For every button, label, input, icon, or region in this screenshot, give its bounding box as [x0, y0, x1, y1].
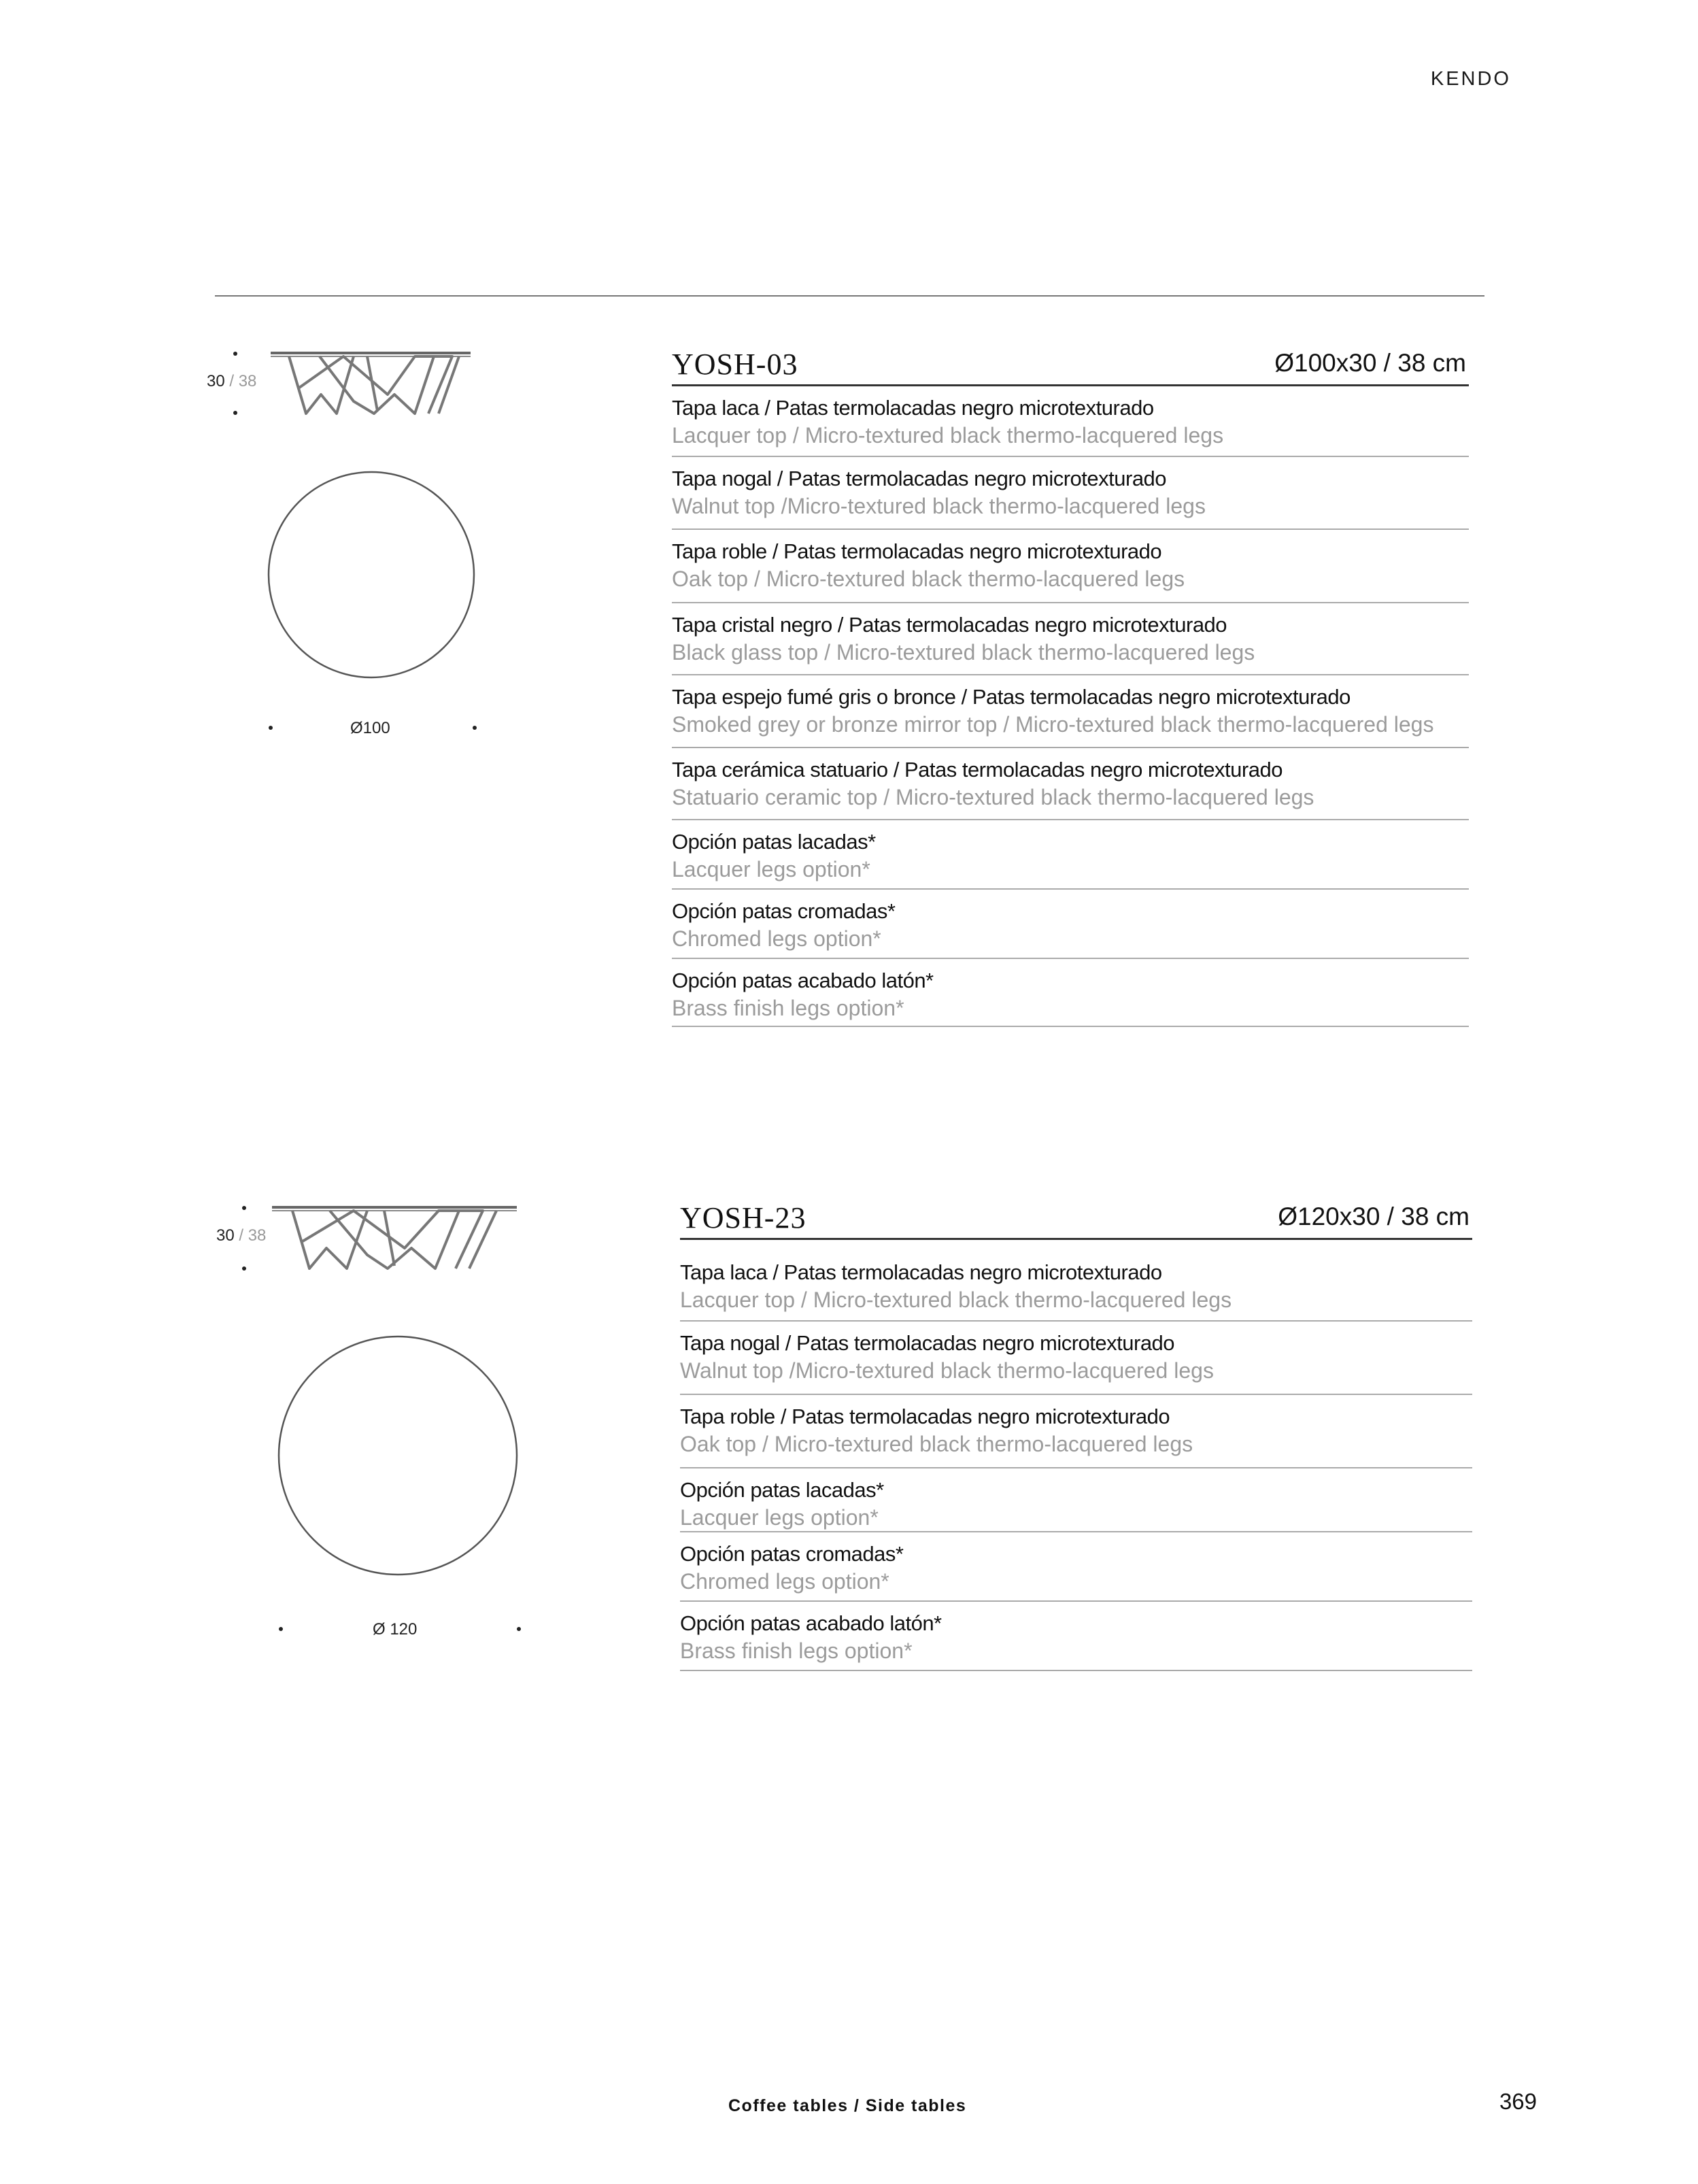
page-number: 369 — [1499, 2089, 1537, 2114]
option-row: Opción patas cromadas* Chromed legs option* — [680, 1532, 1472, 1602]
spec-header — [680, 1197, 1472, 1240]
top-view-drawing — [204, 1194, 530, 1656]
option-row: Opción patas acabado latón* Brass finish legs option* — [680, 1602, 1472, 1671]
top-view-drawing — [197, 340, 503, 748]
spec-header — [672, 343, 1469, 386]
footer-category: Coffee tables / Side tables — [728, 2096, 967, 2115]
dimension-marker — [473, 726, 477, 730]
dimensions: Ø120x30 / 38 cm — [1278, 1203, 1470, 1230]
dimensions: Ø100x30 / 38 cm — [1274, 349, 1466, 377]
height-label: 30 / 38 — [207, 372, 257, 390]
dimension-marker — [517, 1627, 521, 1631]
option-row: Opción patas cromadas* Chromed legs option* — [672, 890, 1469, 959]
model-name: YOSH-03 — [672, 348, 798, 381]
product-1-spec — [672, 343, 1469, 1027]
top-divider — [215, 295, 1484, 297]
diameter-label: Ø 120 — [373, 1620, 418, 1639]
option-row: Opción patas lacadas* Lacquer legs option* — [672, 820, 1469, 890]
diameter-label: Ø100 — [350, 719, 390, 737]
dimension-marker — [269, 726, 273, 730]
product-2-spec — [680, 1197, 1472, 1671]
product-1-drawing — [197, 340, 503, 748]
option-row: Tapa cristal negro / Patas termolacadas negro microtexturado Black glass top / Micro-textured black thermo-lacquered legs — [672, 603, 1469, 675]
option-row: Tapa roble / Patas termolacadas negro microtexturado Oak top / Micro-textured black thermo-lacquered legs — [680, 1395, 1472, 1468]
model-name: YOSH-23 — [680, 1201, 806, 1234]
option-row: Tapa nogal / Patas termolacadas negro microtexturado Walnut top /Micro-textured black thermo-lacquered legs — [680, 1322, 1472, 1395]
dimension-marker — [279, 1627, 283, 1631]
option-row: Tapa cerámica statuario / Patas termolacadas negro microtexturado Statuario ceramic top / Micro-textured black thermo-lacquered legs — [672, 748, 1469, 820]
option-row: Opción patas acabado latón* Brass finish legs option* — [672, 959, 1469, 1027]
brand-name: KENDO — [1430, 68, 1511, 90]
option-row: Tapa espejo fumé gris o bronce / Patas termolacadas negro microtexturado Smoked grey or bronze mirror top / Micro-textured black thermo-lacquered legs — [672, 675, 1469, 748]
product-2-drawing — [204, 1194, 530, 1656]
height-label: 30 / 38 — [216, 1226, 267, 1245]
option-row: Opción patas lacadas* Lacquer legs option* — [680, 1468, 1472, 1532]
option-row: Tapa laca / Patas termolacadas negro microtexturado Lacquer top / Micro-textured black thermo-lacquered legs — [672, 386, 1469, 457]
option-row: Tapa nogal / Patas termolacadas negro microtexturado Walnut top /Micro-textured black thermo-lacquered legs — [672, 457, 1469, 530]
option-row: Tapa laca / Patas termolacadas negro microtexturado Lacquer top / Micro-textured black thermo-lacquered legs — [680, 1240, 1472, 1322]
option-row: Tapa roble / Patas termolacadas negro microtexturado Oak top / Micro-textured black thermo-lacquered legs — [672, 530, 1469, 603]
